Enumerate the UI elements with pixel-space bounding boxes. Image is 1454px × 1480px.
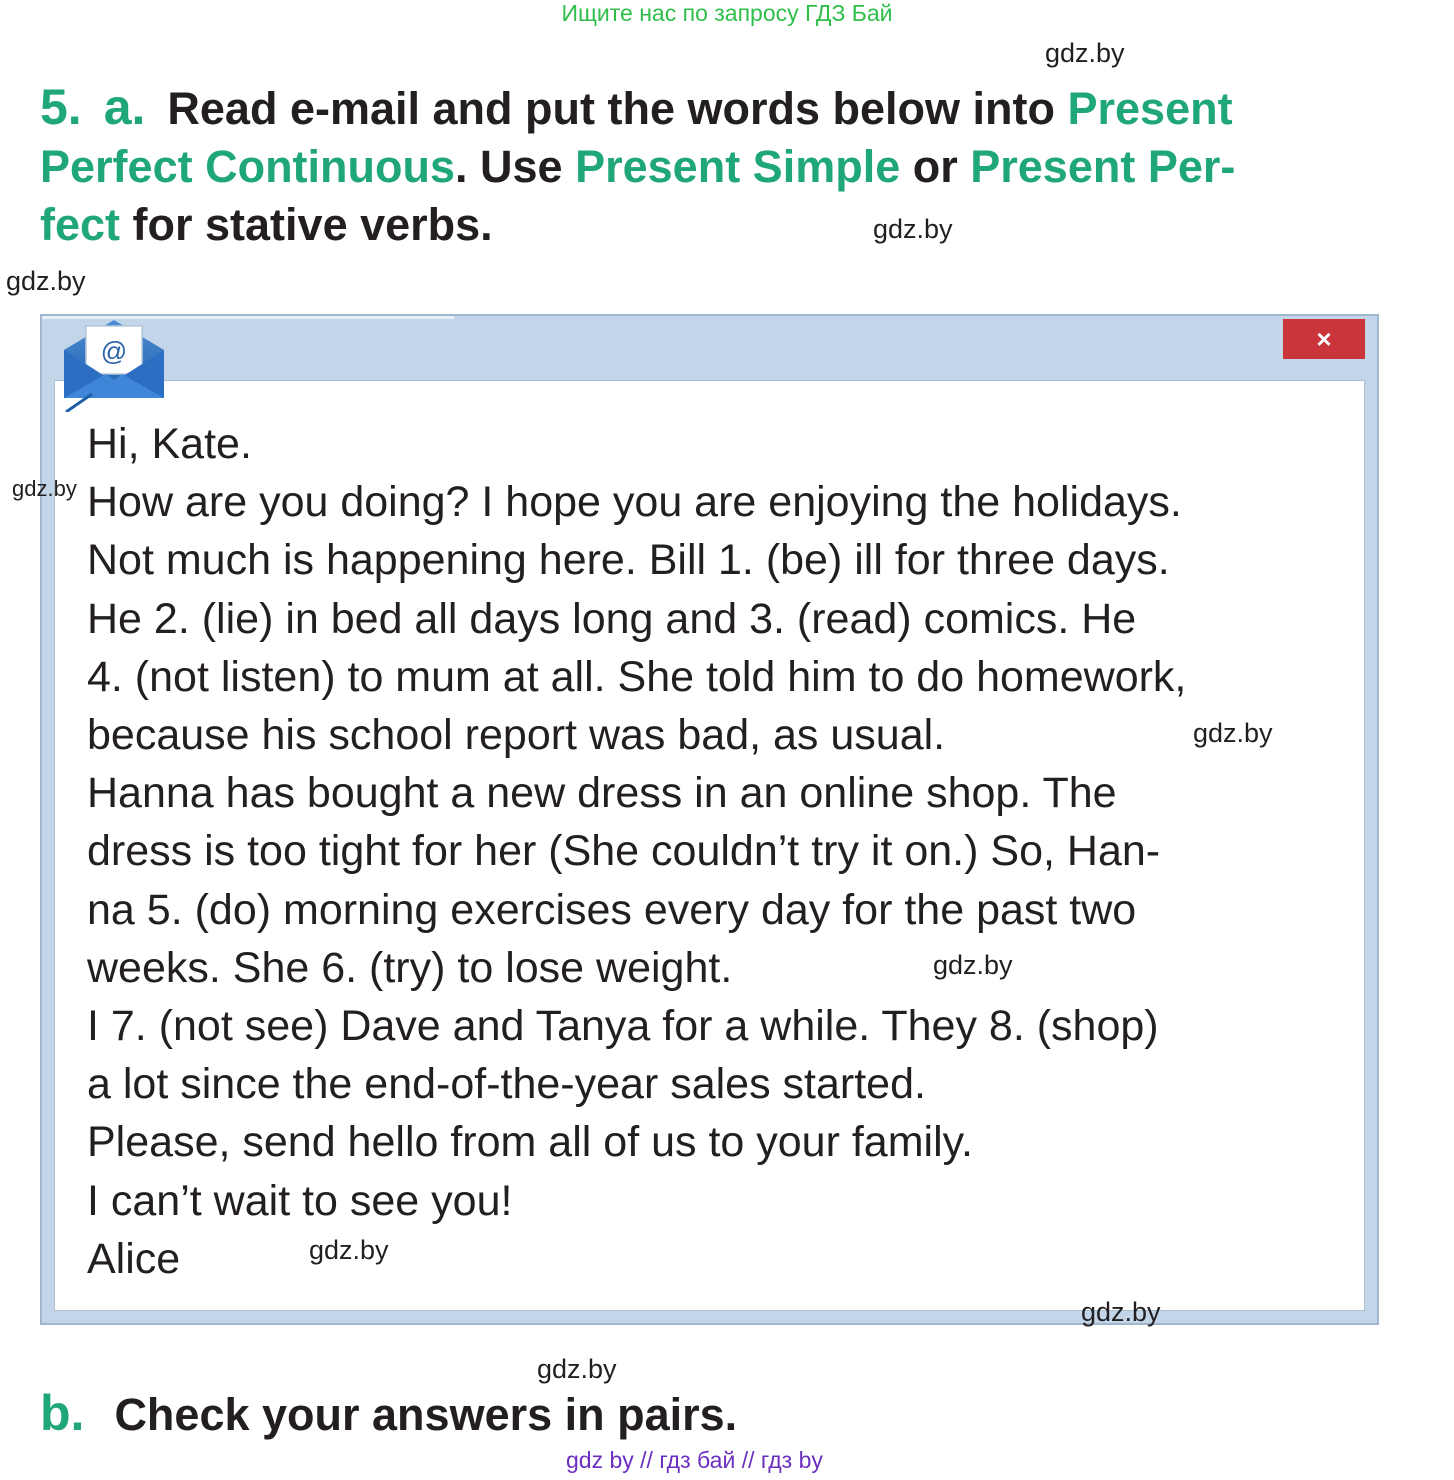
footer-watermark: gdz by // гдз бай // гдз by <box>566 1447 823 1473</box>
close-button[interactable]: × <box>1283 319 1365 359</box>
watermark: gdz.by <box>12 476 77 501</box>
email-line: Hanna has bought a new dress in an online shop. The <box>87 769 1117 818</box>
watermark: gdz.by <box>309 1235 389 1265</box>
email-line: 4. (not listen) to mum at all. She told him to do homework, <box>87 652 1187 701</box>
watermark: gdz.by <box>1081 1297 1161 1327</box>
email-envelope-icon <box>62 320 166 412</box>
heading-highlight: Present Per- <box>970 141 1236 192</box>
email-line: because his school report was bad, as usual. <box>87 711 946 760</box>
part-b-letter: b. <box>40 1385 85 1441</box>
email-line: Please, send hello from all of us to your family. <box>87 1118 973 1167</box>
email-line: weeks. She 6. (try) to lose weight. <box>87 943 733 992</box>
heading-highlight: Perfect Continuous <box>40 141 456 192</box>
email-line: How are you doing? I hope you are enjoying the holidays. <box>87 478 1182 527</box>
svg-text:@: @ <box>100 336 128 366</box>
exercise-number: 5. <box>40 79 82 135</box>
watermark: gdz.by <box>537 1354 617 1384</box>
watermark: gdz.by <box>873 214 953 244</box>
heading-highlight: Present Simple <box>575 141 901 192</box>
heading-text: or <box>900 141 971 192</box>
part-b-text: Check your answers in pairs. <box>114 1389 738 1440</box>
heading-highlight: fect <box>40 199 121 250</box>
heading-text: Read e-mail and put the words below into <box>167 83 1068 134</box>
email-line: Hi, Kate. <box>87 420 252 468</box>
email-line: Not much is happening here. Bill 1. (be) ill for three days. <box>87 536 1170 585</box>
heading-text: . Use <box>455 141 576 192</box>
watermark: gdz.by <box>1045 38 1125 68</box>
email-line: dress is too tight for her (She couldn’t try it on.) So, Han- <box>87 827 1161 876</box>
watermark: gdz.by <box>6 266 86 296</box>
watermark: gdz.by <box>1193 718 1273 748</box>
watermark: gdz.by <box>933 950 1013 980</box>
email-line: Alice <box>87 1234 181 1283</box>
email-line: a lot since the end-of-the-year sales started. <box>87 1060 926 1109</box>
heading-highlight: Present <box>1067 83 1233 134</box>
exercise-heading <box>40 78 1400 254</box>
email-line: I can’t wait to see you! <box>87 1176 513 1225</box>
title-bar-highlight <box>42 316 454 319</box>
heading-text: for stative verbs. <box>120 199 493 250</box>
part-b-instruction <box>40 1384 737 1442</box>
top-banner: Ищите нас по запросу ГДЗ Бай <box>561 0 893 26</box>
email-line: I 7. (not see) Dave and Tanya for a while. They 8. (shop) <box>87 1002 1159 1051</box>
exercise-letter: a. <box>103 79 146 135</box>
email-line: na 5. (do) morning exercises every day for the past two <box>87 885 1137 934</box>
email-line: He 2. (lie) in bed all days long and 3. (read) comics. He <box>87 594 1137 643</box>
email-body <box>87 415 1337 1288</box>
